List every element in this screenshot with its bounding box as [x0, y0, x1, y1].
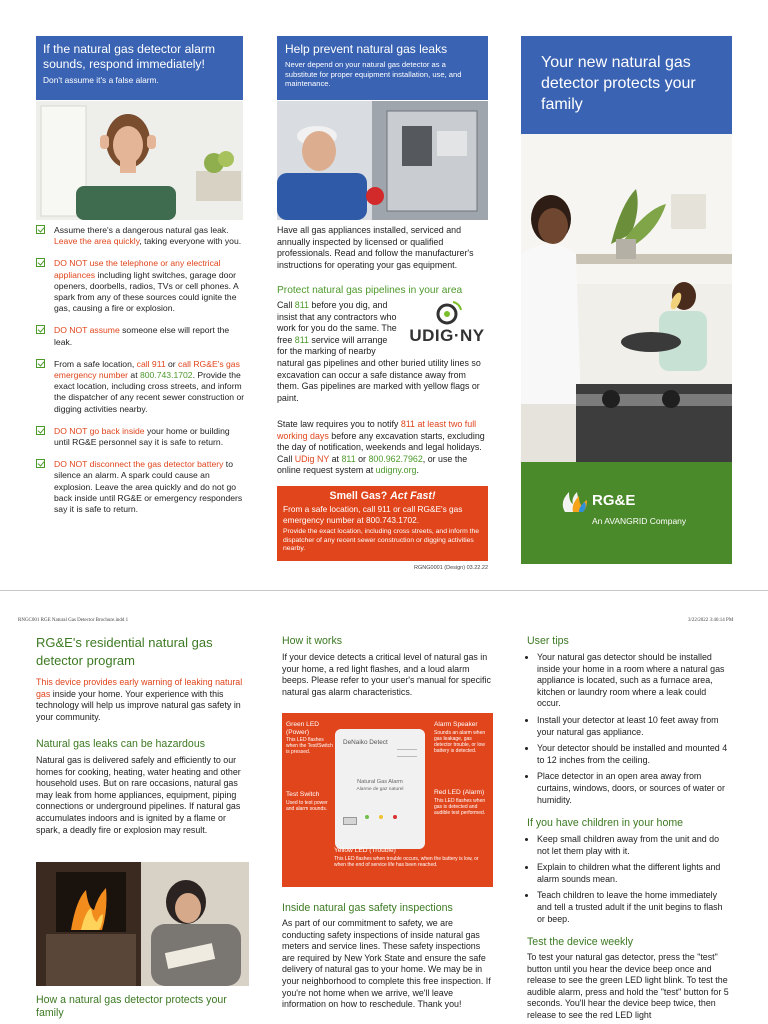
mother-son-cooking-photo: [521, 134, 732, 462]
list-item: DO NOT go back inside your home or building until RG&E personnel say it is safe to return.: [36, 426, 246, 448]
udig-logo: UDIG·NY: [405, 300, 489, 354]
test-switch[interactable]: [343, 817, 357, 825]
print-code: RGNG0001 (Design) 03.22.22: [414, 565, 488, 571]
panel3-header: [521, 36, 732, 134]
callout-test-switch: Test Switch Used to test power and alarm sounds.: [286, 791, 328, 812]
tips-heading: User tips: [527, 635, 569, 647]
state-law-text: State law requires you to notify 811 at least two full working days before any excavation starts, excluding the day of notification, weekends and legal holidays. Call UDig NY at 811 or 800.962.7962, or use the online request system at udigny.org.: [277, 419, 485, 476]
smell-gas-box: [277, 486, 488, 561]
children-list: [527, 834, 732, 930]
list-item: DO NOT assume someone else will report the leak.: [36, 325, 246, 347]
smell-gas-text2: Provide the exact location, including cross streets, and inform the dispatcher of any recent sewer construction or digging activities nearby.: [283, 528, 480, 553]
list-item: • Keep small children away from the unit and do not let them play with it.: [537, 834, 732, 857]
rge-brand-panel: [521, 462, 732, 564]
list-item: • Explain to children what the different lights and alarm sounds mean.: [537, 862, 732, 885]
panel1-header: [36, 36, 243, 100]
woman-reading-fireplace-photo: [36, 862, 249, 986]
woman-covering-ears-photo: [36, 101, 243, 220]
device-label: Natural Gas Alarm: [357, 779, 403, 785]
speaker-grille: [397, 749, 417, 757]
children-heading: If you have children in your home: [527, 817, 684, 829]
yellow-led: [379, 815, 383, 819]
detector-device: [335, 729, 425, 849]
device-diagram: [282, 713, 493, 887]
hazard-heading: Natural gas leaks can be hazardous: [36, 738, 206, 750]
rge-tagline: An AVANGRID Company: [592, 516, 687, 526]
inspect-text: As part of our commitment to safety, we are conducting safety inspections of inside natural gas meters and service lines. These safety inspections are required by New York State and ensure the safe delivery of natural gas to your home. We may be in your neighborhood to complete this free inspection. If you're not home when we arrive, we'll leave information on how to reschedule. Thank you!: [282, 918, 491, 1010]
panel1-title: If the natural gas detector alarm sounds, respond immediately!: [43, 42, 216, 71]
list-item: • Install your detector at least 10 feet away from your natural gas appliance.: [537, 715, 732, 738]
checkbox-icon: [36, 426, 45, 435]
list-item: From a safe location, call 911 or call RG&E's gas emergency number at 800.743.1702. Provide the exact location, including cross streets, and inform the dispatcher of any recent sewer construction or digging activities nearby.: [36, 359, 246, 415]
callout-yellow-led: Yellow LED (Trouble) This LED flashes when trouble occurs, when the battery is low, or when the end of service life has been reached.: [334, 847, 479, 868]
list-item: • Your detector should be installed and mounted 4 to 12 inches from the ceiling.: [537, 743, 732, 766]
inspect-heading: Inside natural gas safety inspections: [282, 902, 453, 914]
udig-icon: [429, 300, 465, 326]
checkbox-icon: [36, 225, 45, 234]
test-heading: Test the device weekly: [527, 936, 633, 948]
how-heading: How it works: [282, 635, 343, 647]
rge-flame-icon: [559, 488, 589, 514]
green-led: [365, 815, 369, 819]
panel2-subtitle: Never depend on your natural gas detector as a substitute for proper equipment installation, use, and maintenance.: [285, 60, 462, 89]
device-sublabel: Alarme de gaz naturel: [356, 787, 404, 792]
technician-photo: [277, 101, 488, 220]
panel2-header: [277, 36, 488, 100]
smell-gas-text: From a safe location, call 911 or call RG&E's gas emergency number at 800.743.1702.: [283, 504, 463, 525]
panel4-intro: This device provides early warning of leaking natural gas inside your home. Your experience with this technology will help us improve natural gas safety in your community.: [36, 677, 243, 722]
callout-alarm-speaker: Alarm Speaker Sounds an alarm when gas leakage, gas detector trouble, or low battery is detected.: [434, 721, 486, 754]
panel1-checklist: [36, 225, 246, 526]
trim-line: [0, 590, 768, 591]
checkbox-icon: [36, 359, 45, 368]
pipelines-heading: Protect natural gas pipelines in your area: [277, 285, 463, 296]
panel3-title: Your new natural gas detector protects your family: [541, 54, 696, 113]
list-item: • Place detector in an open area away from curtains, windows, doors, or sources of water or humidity.: [537, 771, 732, 806]
list-item: Assume there's a dangerous natural gas leak. Leave the area quickly, taking everyone with you.: [36, 225, 246, 247]
list-item: DO NOT use the telephone or any electrical appliances including light switches, garage door openers, doorbells, radios, TVs or cell phones. A spark from any of these sources could ignite the gas, causing a fire or explosion.: [36, 258, 246, 314]
slug-left: RNGC001 RGE Natural Gas Detector Brochure.indd 1: [18, 618, 129, 623]
callout-green-led: Green LED (Power) This LED flashes when the Test/Switch is pressed.: [286, 721, 333, 756]
test-text: To test your natural gas detector, press the "test" button until you hear the device beep once and release to see the green LED light blink. To test the audible alarm, press and hold the "test" button for 5 seconds. You'll hear the device beep twice, then release to see the red LED light: [527, 952, 729, 1020]
bottom-heading: How a natural gas detector protects your family: [36, 994, 227, 1019]
panel2-title: Help prevent natural gas leaks: [285, 42, 448, 56]
red-led: [393, 815, 397, 819]
checkbox-icon: [36, 459, 45, 468]
smell-gas-title: Smell Gas? Act Fast!: [329, 490, 436, 502]
call-811-text: UDIG·NY Call 811 before you dig, and insist that any contractors who work for you do the same. The free 811 service will arrange for the marking of nearby natural gas pipelines and other buried utility lines so excavation can occur a safe distance away from them. Gas pipelines are marked with yellow flags or paint.: [277, 300, 489, 404]
list-item: DO NOT disconnect the gas detector battery to silence an alarm. A spark could cause an explosion. Leave the area quickly and do not go back inside until RG&E or emergency responders say it is safe to return.: [36, 459, 246, 515]
hazard-text: Natural gas is delivered safely and efficiently to our homes for cooking, heating, water heating and other household uses. But on rare occasions, natural gas may leak from home appliances, equipment, piping connections or underground pipelines. If natural gas accumulates indoors and is ignited by a flame or spark, a deadly fire or explosion may result.: [36, 755, 241, 835]
list-item: • Teach children to leave the home immediately and tell a trusted adult if the unit begins to flash or beep.: [537, 890, 732, 925]
device-brand: DeNaiko Detect: [343, 739, 388, 746]
panel2-intro: Have all gas appliances installed, serviced and annually inspected by licensed or qualified professionals. Read and follow the manufacturer's instructions for operating your gas equipment.: [277, 225, 474, 270]
callout-red-led: Red LED (Alarm) This LED flashes when gas is detected and audible test performed.: [434, 789, 486, 816]
checkbox-icon: [36, 258, 45, 267]
rge-brand: RG&E: [592, 492, 636, 509]
tips-list: [527, 652, 732, 811]
panel1-subtitle: Don't assume it's a false alarm.: [43, 75, 159, 85]
checkbox-icon: [36, 325, 45, 334]
list-item: • Your natural gas detector should be installed inside your home in a room where a natural gas appliance is located, such as a furnace area, kitchen or laundry room where a leak could occur.: [537, 652, 732, 710]
how-text: If your device detects a critical level of natural gas in your home, a red light flashes, and a loud alarm beeps. Please refer to your user's manual for specific natural gas alarm characteristics.: [282, 652, 491, 697]
panel4-title: RG&E's residential natural gas detector program: [36, 635, 213, 668]
slug-right: 3/22/2022 3:46:14 PM: [688, 618, 734, 623]
